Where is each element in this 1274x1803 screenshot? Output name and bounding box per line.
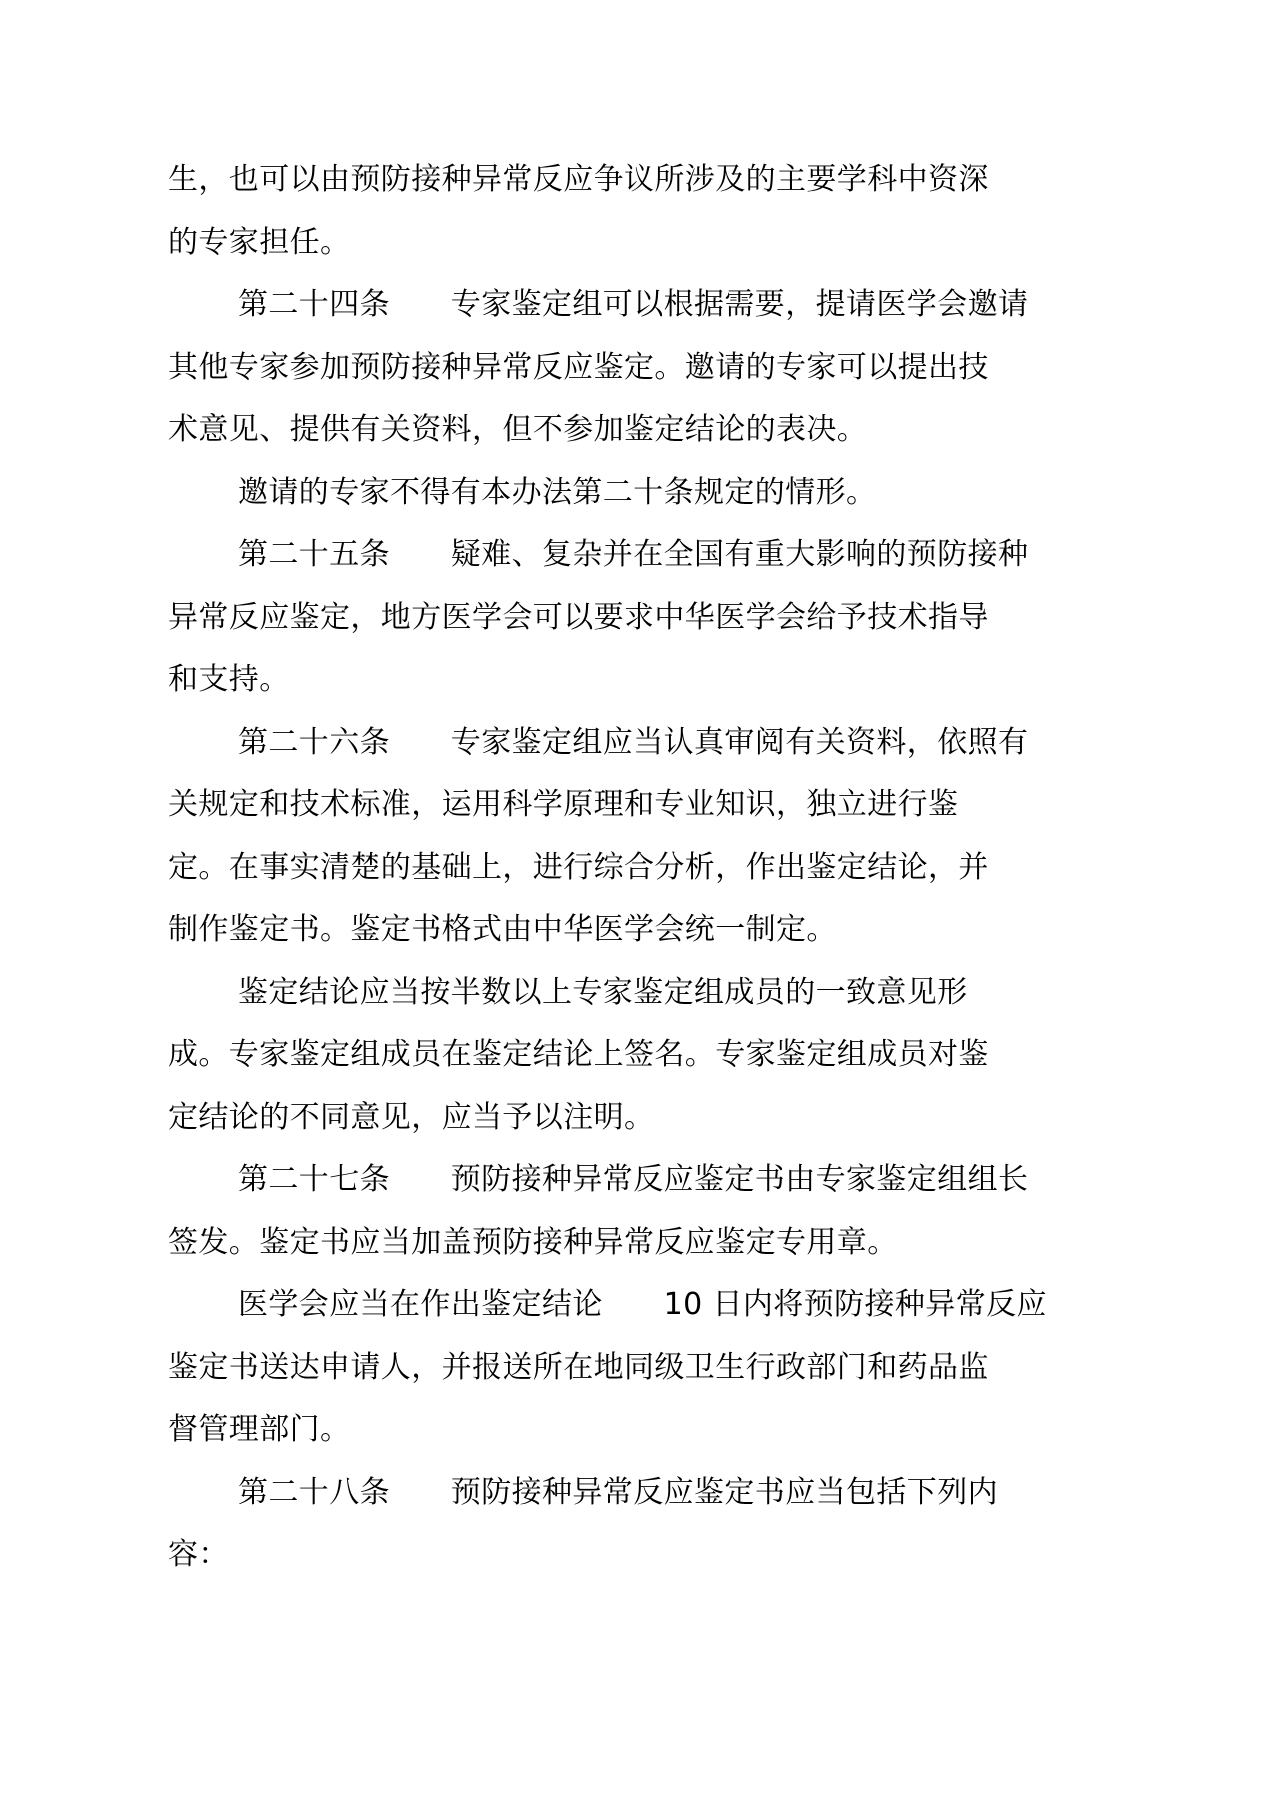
- text-line: 鉴定结论应当按半数以上专家鉴定组成员的一致意见形: [238, 974, 968, 1010]
- text-line: 其他专家参加预防接种异常反应鉴定。邀请的专家可以提出技: [168, 349, 989, 385]
- text-line: 定结论的不同意见，应当予以注明。: [168, 1099, 655, 1135]
- text-line: 定。在事实清楚的基础上，进行综合分析，作出鉴定结论，并: [168, 849, 989, 885]
- text-line: 签发。鉴定书应当加盖预防接种异常反应鉴定专用章。: [168, 1224, 898, 1260]
- text-line: 邀请的专家不得有本办法第二十条规定的情形。: [238, 474, 877, 510]
- text-line: 和支持。: [168, 662, 290, 697]
- text-line: 的专家担任。: [168, 224, 351, 260]
- text-line: 第二十七条 预防接种异常反应鉴定书由专家鉴定组组长: [238, 1162, 1029, 1197]
- text-line: 生，也可以由预防接种异常反应争议所涉及的主要学科中资深: [168, 162, 989, 197]
- text-line: 第二十六条 专家鉴定组应当认真审阅有关资料，依照有: [238, 724, 1029, 760]
- text-line: 第二十四条 专家鉴定组可以根据需要，提请医学会邀请: [238, 287, 1029, 322]
- text-line: 医学会应当在作出鉴定结论 10 日内将预防接种异常反应: [238, 1287, 1047, 1322]
- text-line: 异常反应鉴定，地方医学会可以要求中华医学会给予技术指导: [168, 599, 989, 635]
- text-line: 第二十八条 预防接种异常反应鉴定书应当包括下列内: [238, 1474, 998, 1510]
- text-line: 关规定和技术标准，运用科学原理和专业知识，独立进行鉴: [168, 787, 959, 822]
- text-line: 术意见、提供有关资料，但不参加鉴定结论的表决。: [168, 412, 868, 447]
- text-line: 成。专家鉴定组成员在鉴定结论上签名。专家鉴定组成员对鉴: [168, 1037, 989, 1072]
- document-body: [168, 149, 1158, 1587]
- text-line: 制作鉴定书。鉴定书格式由中华医学会统一制定。: [168, 912, 837, 947]
- text-line: 鉴定书送达申请人，并报送所在地同级卫生行政部门和药品监: [168, 1349, 989, 1385]
- text-line: 第二十五条 疑难、复杂并在全国有重大影响的预防接种: [238, 537, 1029, 572]
- text-line: 容：: [168, 1537, 229, 1572]
- text-line: 督管理部门。: [168, 1412, 351, 1447]
